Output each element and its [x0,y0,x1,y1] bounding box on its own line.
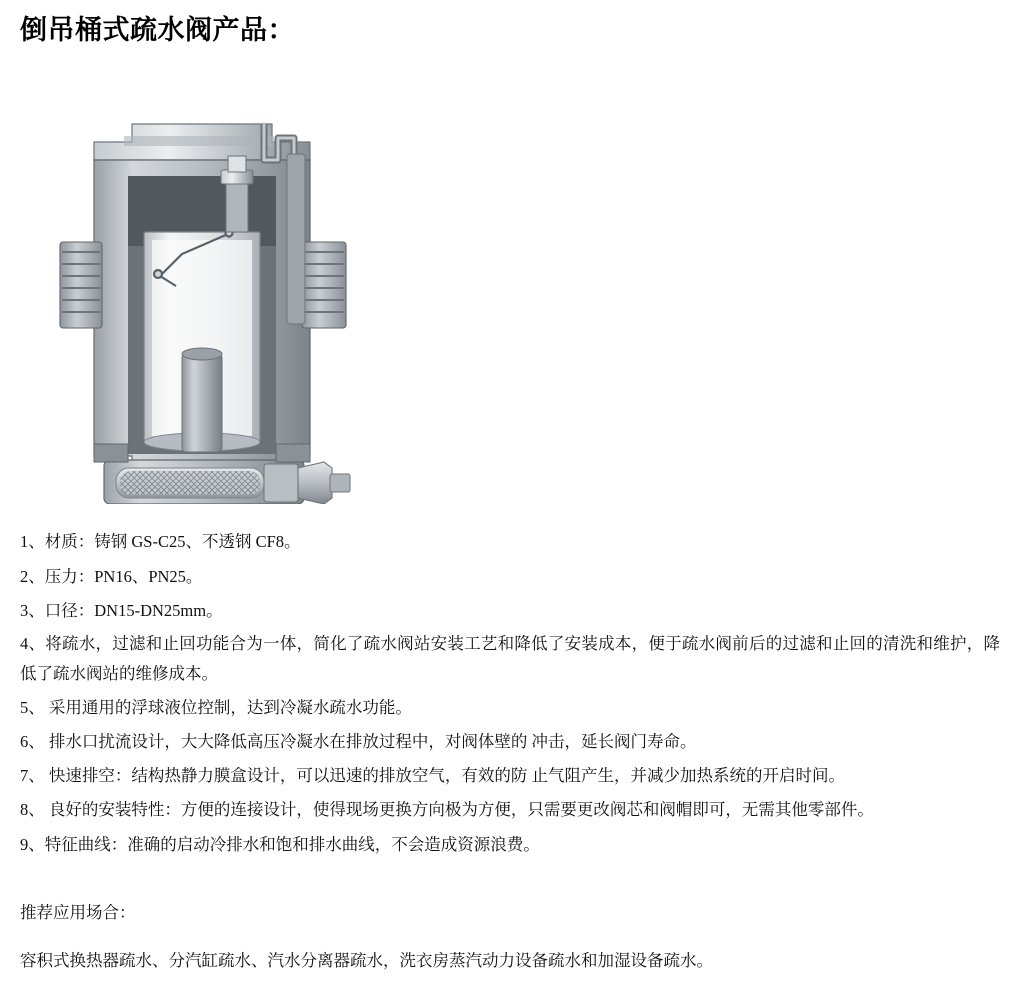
body-foot-left [94,444,128,462]
spec-item-outlet-design: 6、 排水口扰流设计，大大降低高压冷凝水在排放过程中，对阀体壁的 冲击，延长阀门寿命。 [20,732,697,752]
spec-item-diameter: 3、口径：DN15-DN25mm。 [20,600,223,620]
outlet-riser [287,154,305,324]
application-heading: 推荐应用场合： [20,902,136,922]
valve-seat [226,182,248,232]
application-text: 容积式换热器疏水、分汽缸疏水、汽水分离器疏水，洗衣房蒸汽动力设备疏水和加湿设备疏水。 [20,951,713,971]
inlet-port [60,242,102,328]
bonnet-highlight [124,136,274,146]
spacer [14,863,997,879]
application-block [20,897,997,978]
body-foot-right [276,444,310,462]
spec-item-float-control: 5、 采用通用的浮球液位控制，达到冷凝水疏水功能。 [20,697,412,717]
strainer-mesh [120,471,260,495]
seat-stem [228,156,246,172]
spec-item-curve: 9、特征曲线：准确的启动冷排水和饱和排水曲线，不会造成资源浪费。 [20,834,540,854]
spec-item-material: 1、材质：铸钢 GS-C25、不透钢 CF8。 [20,532,301,552]
guide-tube [182,354,222,452]
strainer-cap-nut [298,462,332,504]
outlet-port [302,242,346,328]
guide-tube-top [182,348,222,360]
spec-list [20,526,1000,860]
document-page [0,14,1011,994]
strainer-plug [330,474,350,492]
page-title: 倒吊桶式疏水阀产品： [20,15,295,45]
spec-item-fast-venting: 7、 快速排空：结构热静力膜盒设计，可以迅速的排放空气，有效的防 止气阻产生，并减少加热系统的开启时间。 [20,766,845,786]
spec-item-pressure: 2、压力：PN16、PN25。 [20,566,203,586]
product-figure [32,64,452,504]
strainer-flange [264,464,298,502]
inverted-bucket-steam-trap-cutaway [32,64,432,504]
spec-item-integration: 4、将疏水，过滤和止回功能合为一体，简化了疏水阀站安装工艺和降低了安装成本，便于疏水阀前后的过滤和止回的清洗和维护，降低了疏水阀站的维修成本。 [20,633,1000,684]
spec-item-installation: 8、 良好的安装特性：方便的连接设计，使得现场更换方向极为方便，只需要更改阀芯和阀帽即可，无需其他零部件。 [20,800,874,820]
